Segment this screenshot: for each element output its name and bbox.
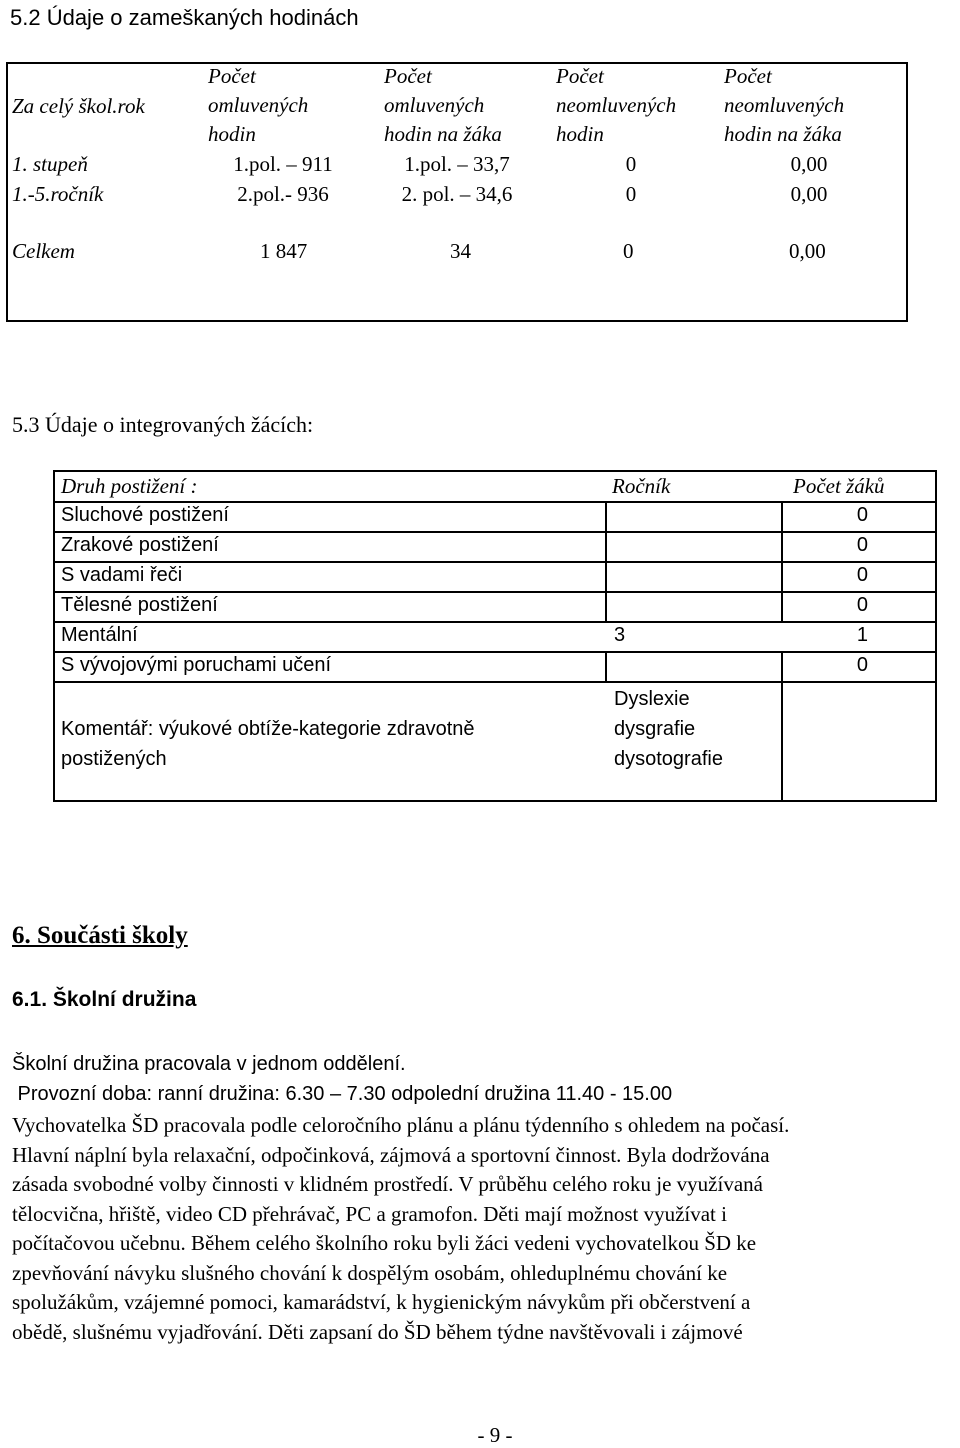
absence-header-excused: Počet omluvených hodin — [208, 64, 309, 146]
section-6-1-paragraph — [12, 1111, 960, 1347]
absence-total-label: Celkem — [12, 239, 75, 263]
integrated-row-type: Mentální — [61, 624, 138, 646]
integrated-header-type: Druh postižení : — [61, 474, 198, 498]
paragraph-line: Hlavní náplní byla relaxační, odpočinková, zájmová a sportovní činnost. Byla dodržována — [12, 1142, 770, 1167]
absence-cell: 0,00 — [790, 152, 828, 176]
section-6-1-line1: Školní družina pracovala v jednom oddělení. — [12, 1053, 406, 1075]
paragraph-line: tělocvična, hřiště, video CD přehrávač, PC a gramofon. Děti mají možnost využívat i — [12, 1201, 727, 1226]
absence-cell: 1.pol. – 911 — [233, 152, 333, 176]
absence-total-cell: 0 — [623, 239, 634, 263]
integrated-header-count: Počet žáků — [793, 474, 885, 498]
section-5-3-title: 5.3 Údaje o integrovaných žácích: — [12, 412, 314, 437]
integrated-row-count: 0 — [856, 564, 868, 586]
absence-total-cell: 1 847 — [260, 239, 308, 263]
absence-total-cell: 0,00 — [789, 239, 826, 263]
paragraph-line: Vychovatelka ŠD pracovala podle celoročního plánu a plánu týdenního s ohledem na počasí. — [12, 1113, 790, 1137]
integrated-comment-label: Komentář: výukové obtíže-kategorie zdravotně postižených — [61, 718, 475, 770]
absence-cell: 0 — [625, 152, 637, 176]
section-5-2-title: 5.2 Údaje o zameškaných hodinách — [10, 5, 359, 30]
absence-header-unexcused: Počet neomluvených hodin — [556, 64, 677, 146]
absence-cell: 1.pol. – 33,7 — [404, 152, 510, 176]
absence-cell: 0,00 — [790, 182, 828, 206]
paragraph-line: zpevňování návyku slušného chování k dospělým osobám, ohleduplnému chování ke — [12, 1260, 728, 1285]
integrated-row-type: Zrakové postižení — [61, 534, 219, 556]
page-number: - 9 - — [477, 1423, 513, 1447]
section-6-1-line2: Provozní doba: ranní družina: 6.30 – 7.30 odpolední družina 11.40 - 15.00 — [12, 1083, 673, 1105]
section-6-1-title: 6.1. Školní družina — [12, 988, 197, 1011]
integrated-row-type: Sluchové postižení — [61, 504, 229, 526]
integrated-header-grade: Ročník — [612, 474, 671, 498]
absence-cell: 0 — [625, 182, 637, 206]
absence-cell: 2. pol. – 34,6 — [401, 182, 513, 206]
integrated-row-count: 0 — [856, 594, 868, 616]
absence-row-label: 1.-5.ročník — [12, 182, 104, 206]
absence-header-excused-per-pupil: Počet omluvených hodin na žáka — [384, 64, 502, 146]
absence-total-cell: 34 — [450, 239, 471, 263]
absence-header-unexcused-per-pupil: Počet neomluvených hodin na žáka — [724, 64, 845, 146]
integrated-row-type: S vadami řeči — [61, 564, 183, 586]
integrated-row-count: 0 — [856, 654, 868, 676]
integrated-row-count: 0 — [856, 504, 868, 526]
integrated-row-grade: 3 — [614, 624, 626, 646]
section-6-title: 6. Součásti školy — [12, 922, 188, 949]
paragraph-line: obědě, slušnému vyjadřování. Děti zapsaní do ŠD během týdne navštěvovali i zájmové — [12, 1319, 743, 1344]
absence-row-label: 1. stupeň — [12, 152, 88, 176]
paragraph-line: počítačovou učebnu. Během celého školního roku byli žáci vedeni vychovatelkou ŠD ke — [12, 1231, 757, 1255]
integrated-row-count: 0 — [856, 534, 868, 556]
absence-cell: 2.pol.- 936 — [237, 182, 329, 206]
integrated-row-count: 1 — [856, 624, 868, 646]
paragraph-line: spolužákům, vzájemné pomoci, kamarádství, k hygienickým návykům při občerstvení a — [12, 1290, 751, 1314]
paragraph-line: zásada svobodné volby činnosti v klidném prostředí. V průběhu celého roku je využívaná — [12, 1172, 763, 1196]
integrated-row-type: S vývojovými poruchami učení — [61, 654, 332, 676]
integrated-comment-values: Dyslexie dysgrafie dysotografie — [614, 688, 723, 770]
integrated-row-type: Tělesné postižení — [61, 594, 218, 616]
absence-header-period: Za celý škol.rok — [12, 94, 145, 118]
